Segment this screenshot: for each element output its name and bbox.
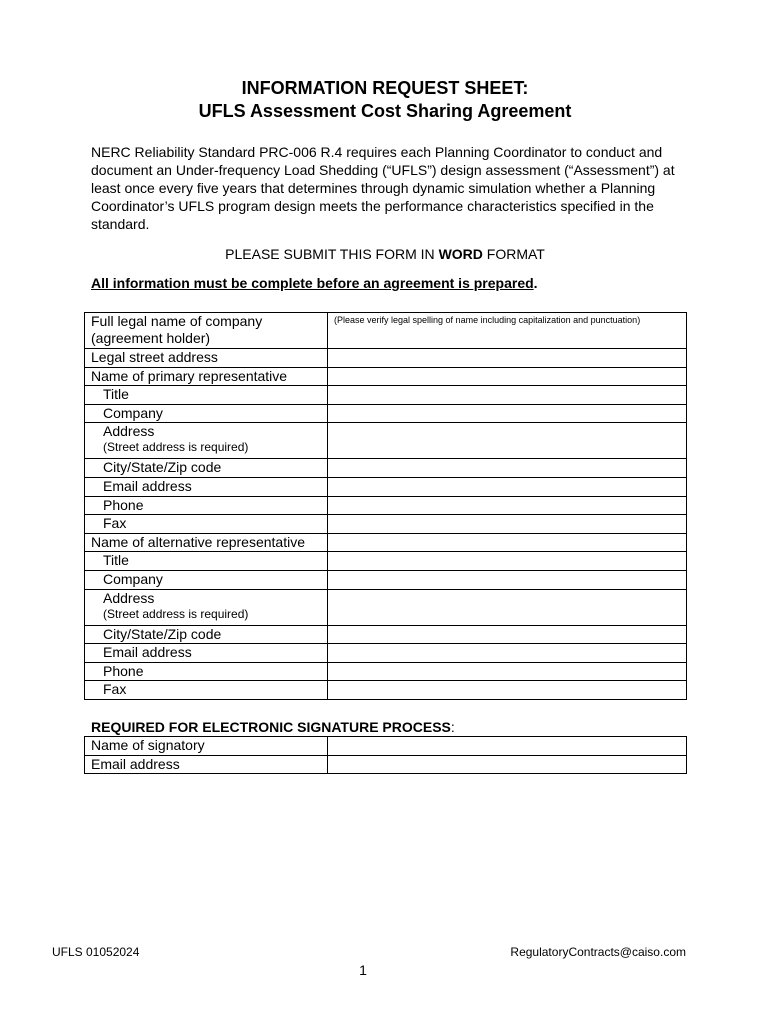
alternative-rep-name-field[interactable] — [328, 533, 687, 552]
primary-rep-name-field[interactable] — [328, 367, 687, 386]
company-name-field[interactable] — [334, 326, 686, 327]
table-row — [85, 552, 687, 571]
table-row — [85, 644, 687, 663]
alternative-city-state-zip-field[interactable] — [328, 625, 687, 644]
table-row — [85, 681, 687, 700]
field-label: Company — [85, 570, 328, 589]
primary-company-field[interactable] — [328, 404, 687, 423]
esignature-heading-colon: : — [450, 719, 455, 735]
field-label: Fax — [85, 681, 328, 700]
table-row — [85, 589, 687, 625]
field-label: Fax — [85, 515, 328, 534]
table-row — [85, 755, 687, 774]
field-label-text: Full legal name of company (agreement holder) — [91, 313, 263, 346]
completeness-note-period: . — [533, 275, 538, 291]
field-label: Phone — [85, 662, 328, 681]
esignature-heading-text: REQUIRED FOR ELECTRONIC SIGNATURE PROCESS — [91, 719, 451, 735]
field-label: Company — [85, 404, 328, 423]
table-row — [85, 662, 687, 681]
alternative-company-field[interactable] — [328, 570, 687, 589]
field-label: Email address — [85, 755, 328, 774]
primary-phone-field[interactable] — [328, 496, 687, 515]
field-label — [85, 313, 328, 349]
esignature-heading — [91, 718, 455, 736]
field-label: Title — [85, 386, 328, 405]
field-label: Name of signatory — [85, 737, 328, 756]
primary-city-state-zip-field[interactable] — [328, 459, 687, 478]
company-info-table — [84, 312, 687, 700]
table-row — [85, 423, 687, 459]
table-row — [85, 737, 687, 756]
field-label-text: Address — [103, 589, 155, 606]
submit-format-note — [0, 245, 770, 263]
field-label-text: Address — [103, 423, 155, 440]
field-label: Email address — [85, 477, 328, 496]
table-row — [85, 515, 687, 534]
table-row — [85, 533, 687, 552]
esignature-table — [84, 736, 687, 774]
street-address-note: (Street address is required) — [103, 440, 249, 455]
section-label-alternative-rep: Name of alternative representative — [85, 533, 328, 552]
table-row — [85, 404, 687, 423]
primary-email-field[interactable] — [328, 477, 687, 496]
field-label: City/State/Zip code — [85, 459, 328, 478]
alternative-title-field[interactable] — [328, 552, 687, 571]
page-subtitle: UFLS Assessment Cost Sharing Agreement — [198, 101, 572, 121]
field-value-cell[interactable] — [328, 313, 687, 349]
table-row — [85, 625, 687, 644]
alternative-email-field[interactable] — [328, 644, 687, 663]
field-label: Title — [85, 552, 328, 571]
field-label — [85, 423, 328, 459]
field-label: Legal street address — [85, 349, 328, 368]
table-row — [85, 313, 687, 349]
alternative-address-field[interactable] — [328, 589, 687, 625]
page-title: INFORMATION REQUEST SHEET: — [241, 78, 529, 98]
submit-note-format: WORD — [438, 246, 483, 262]
primary-fax-field[interactable] — [328, 515, 687, 534]
table-row — [85, 570, 687, 589]
alternative-fax-field[interactable] — [328, 681, 687, 700]
field-label: Email address — [85, 644, 328, 663]
table-row — [85, 496, 687, 515]
field-label — [85, 589, 328, 625]
page-number: 1 — [359, 962, 367, 978]
signatory-email-field[interactable] — [328, 755, 687, 774]
section-label-primary-rep: Name of primary representative — [85, 367, 328, 386]
field-label: Phone — [85, 496, 328, 515]
primary-address-field[interactable] — [328, 423, 687, 459]
submit-note-suffix: FORMAT — [482, 246, 545, 262]
table-row — [85, 349, 687, 368]
footer-doc-code: UFLS 01052024 — [52, 945, 140, 959]
submit-note-prefix: PLEASE SUBMIT THIS FORM IN — [225, 246, 439, 262]
table-row — [85, 367, 687, 386]
completeness-note — [91, 274, 538, 292]
intro-paragraph: NERC Reliability Standard PRC-006 R.4 requires each Planning Coordinator to conduct and document an Under-frequency Load Shedding (“UFLS”) design assessment (“Assessment”) at least once every five years that determines through dynamic simulation whether a Planning Coordinator’s UFLS program design meets the performance characteristics specified in the standard. — [91, 144, 675, 232]
table-row — [85, 459, 687, 478]
legal-address-field[interactable] — [328, 349, 687, 368]
footer-contact-email[interactable]: RegulatoryContracts@caiso.com — [510, 945, 686, 959]
primary-title-field[interactable] — [328, 386, 687, 405]
alternative-phone-field[interactable] — [328, 662, 687, 681]
table-row — [85, 386, 687, 405]
signatory-name-field[interactable] — [328, 737, 687, 756]
completeness-note-text: All information must be complete before an agreement is prepared — [91, 275, 534, 291]
spelling-hint: (Please verify legal spelling of name including capitalization and punctuation) — [334, 315, 641, 325]
street-address-note: (Street address is required) — [103, 606, 249, 621]
field-label: City/State/Zip code — [85, 625, 328, 644]
table-row — [85, 477, 687, 496]
